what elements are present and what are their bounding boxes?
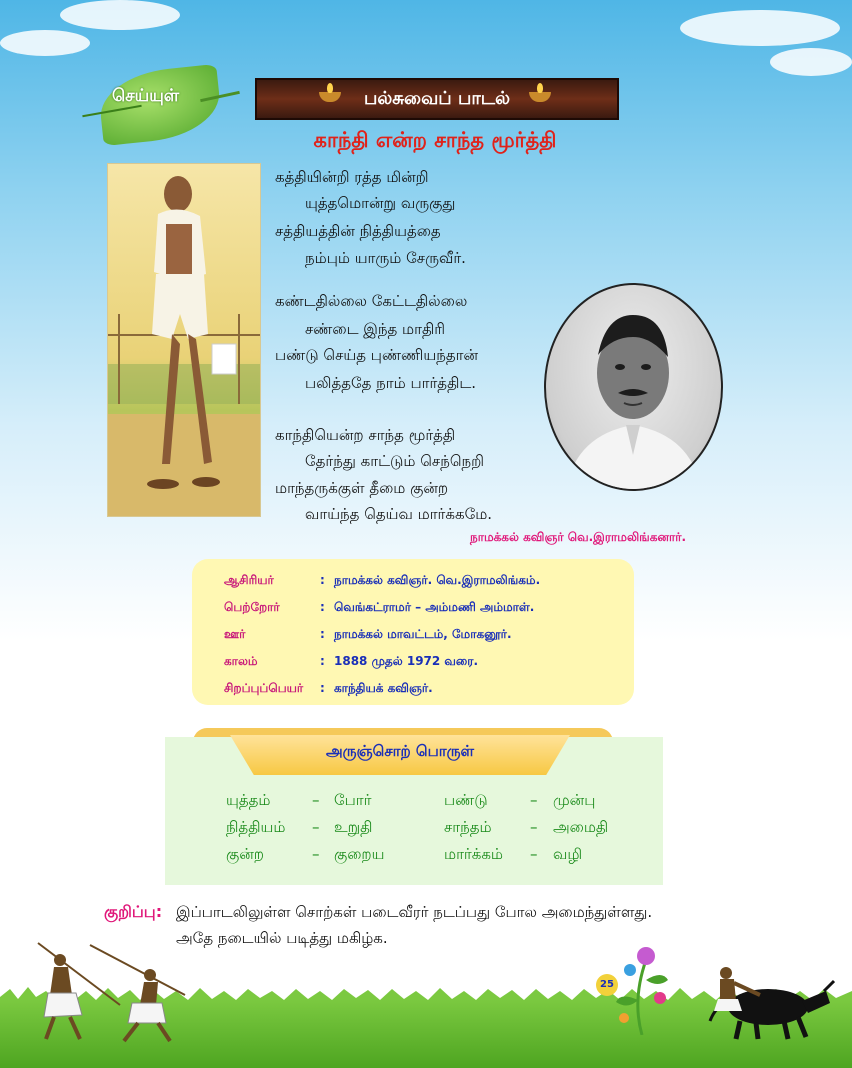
- poem-line: தேர்ந்து காட்டும் செந்நெறி: [305, 452, 485, 470]
- poem-line: பலித்ததே நாம் பார்த்திட.: [305, 374, 477, 392]
- info-colon: :: [320, 627, 325, 641]
- gandhi-illustration: [107, 163, 261, 517]
- glossary-word: நித்தியம்: [226, 818, 286, 836]
- info-key: சிறப்புப்பெயர்: [224, 681, 304, 695]
- bull-rider-illustration: [690, 965, 835, 1040]
- info-key: ஊர்: [224, 627, 246, 641]
- poem-line: நம்பும் யாரும் சேருவீர்.: [305, 249, 466, 267]
- info-key: பெற்றோர்: [224, 600, 280, 614]
- info-colon: :: [320, 600, 325, 614]
- poem-line: கத்தியின்றி ரத்த மின்றி: [275, 168, 429, 186]
- poem-line: வாய்ந்த தெய்வ மார்க்கமே.: [305, 505, 493, 523]
- note-line: இப்பாடலிலுள்ள சொற்கள் படைவீரர் நடப்பது போல அமைந்துள்ளது.: [176, 903, 653, 921]
- note-line: அதே நடையில் படித்து மகிழ்க.: [176, 929, 388, 947]
- info-colon: :: [320, 573, 325, 587]
- poem-line: காந்தியென்ற சாந்த மூர்த்தி: [275, 426, 456, 444]
- note-label: குறிப்பு:: [104, 902, 163, 921]
- glossary-dash: –: [530, 845, 538, 863]
- poem-line: மாந்தருக்குள் தீமை குன்ற: [275, 479, 449, 497]
- info-row: [224, 681, 433, 697]
- author-info-box: [192, 559, 634, 705]
- banner-title: பல்சுவைப் பாடல்: [363, 88, 511, 109]
- info-value: நாமக்கல் மாவட்டம், மோகனூர்.: [334, 627, 512, 641]
- glossary-word: குன்ற: [226, 845, 264, 863]
- info-value: காந்தியக் கவிஞர்.: [334, 681, 433, 695]
- section-label: செய்யுள்: [112, 86, 180, 106]
- author-credit: நாமக்கல் கவிஞர் வெ.இராமலிங்கனார்.: [470, 530, 687, 544]
- glossary-word: மார்க்கம்: [444, 845, 504, 863]
- glossary-dash: –: [312, 791, 320, 809]
- info-key: ஆசிரியர்: [224, 573, 274, 587]
- cloud-decoration: [0, 30, 90, 56]
- page-number: 25: [596, 974, 618, 996]
- glossary-dash: –: [312, 845, 320, 863]
- glossary-meaning: முன்பு: [553, 791, 596, 809]
- glossary-word: யுத்தம்: [226, 791, 271, 809]
- poem-line: கண்டதில்லை கேட்டதில்லை: [275, 292, 468, 310]
- info-colon: :: [320, 654, 325, 668]
- poem-title: காந்தி என்ற சாந்த மூர்த்தி: [313, 128, 557, 152]
- flower-icon: [612, 940, 672, 1035]
- cloud-decoration: [680, 10, 840, 46]
- glossary-dash: –: [530, 818, 538, 836]
- glossary-meaning: அமைதி: [553, 818, 609, 836]
- poem-line: யுத்தமொன்று வருகுது: [305, 194, 456, 212]
- poem-line: சத்தியத்தின் நித்தியத்தை: [275, 222, 441, 240]
- info-key: காலம்: [224, 654, 258, 668]
- glossary-title: அருஞ்சொற் பொருள்: [325, 742, 475, 760]
- info-row: [224, 600, 534, 616]
- info-row: [224, 627, 512, 643]
- info-value: வெங்கட்ராமர் – அம்மணி அம்மாள்.: [334, 600, 535, 614]
- glossary-dash: –: [312, 818, 320, 836]
- glossary-word: சாந்தம்: [444, 818, 492, 836]
- folk-dancers-illustration: [20, 935, 190, 1045]
- cloud-decoration: [60, 0, 180, 30]
- glossary-meaning: வழி: [553, 845, 583, 863]
- poem-line: சண்டை இந்த மாதிரி: [305, 320, 446, 338]
- glossary-word: பண்டு: [444, 791, 488, 809]
- poet-portrait: [544, 283, 723, 491]
- info-value: 1888 முதல் 1972 வரை.: [334, 654, 479, 668]
- title-banner: [255, 78, 619, 120]
- info-colon: :: [320, 681, 325, 695]
- poem-line: பண்டு செய்த புண்ணியந்தான்: [275, 346, 478, 364]
- glossary-meaning: உறுதி: [334, 818, 373, 836]
- info-value: நாமக்கல் கவிஞர். வெ.இராமலிங்கம்.: [334, 573, 541, 587]
- cloud-decoration: [770, 48, 852, 76]
- glossary-dash: –: [530, 791, 538, 809]
- glossary-meaning: குறைய: [334, 845, 385, 863]
- info-row: [224, 573, 540, 589]
- info-row: [224, 654, 478, 670]
- glossary-meaning: போர்: [334, 791, 372, 809]
